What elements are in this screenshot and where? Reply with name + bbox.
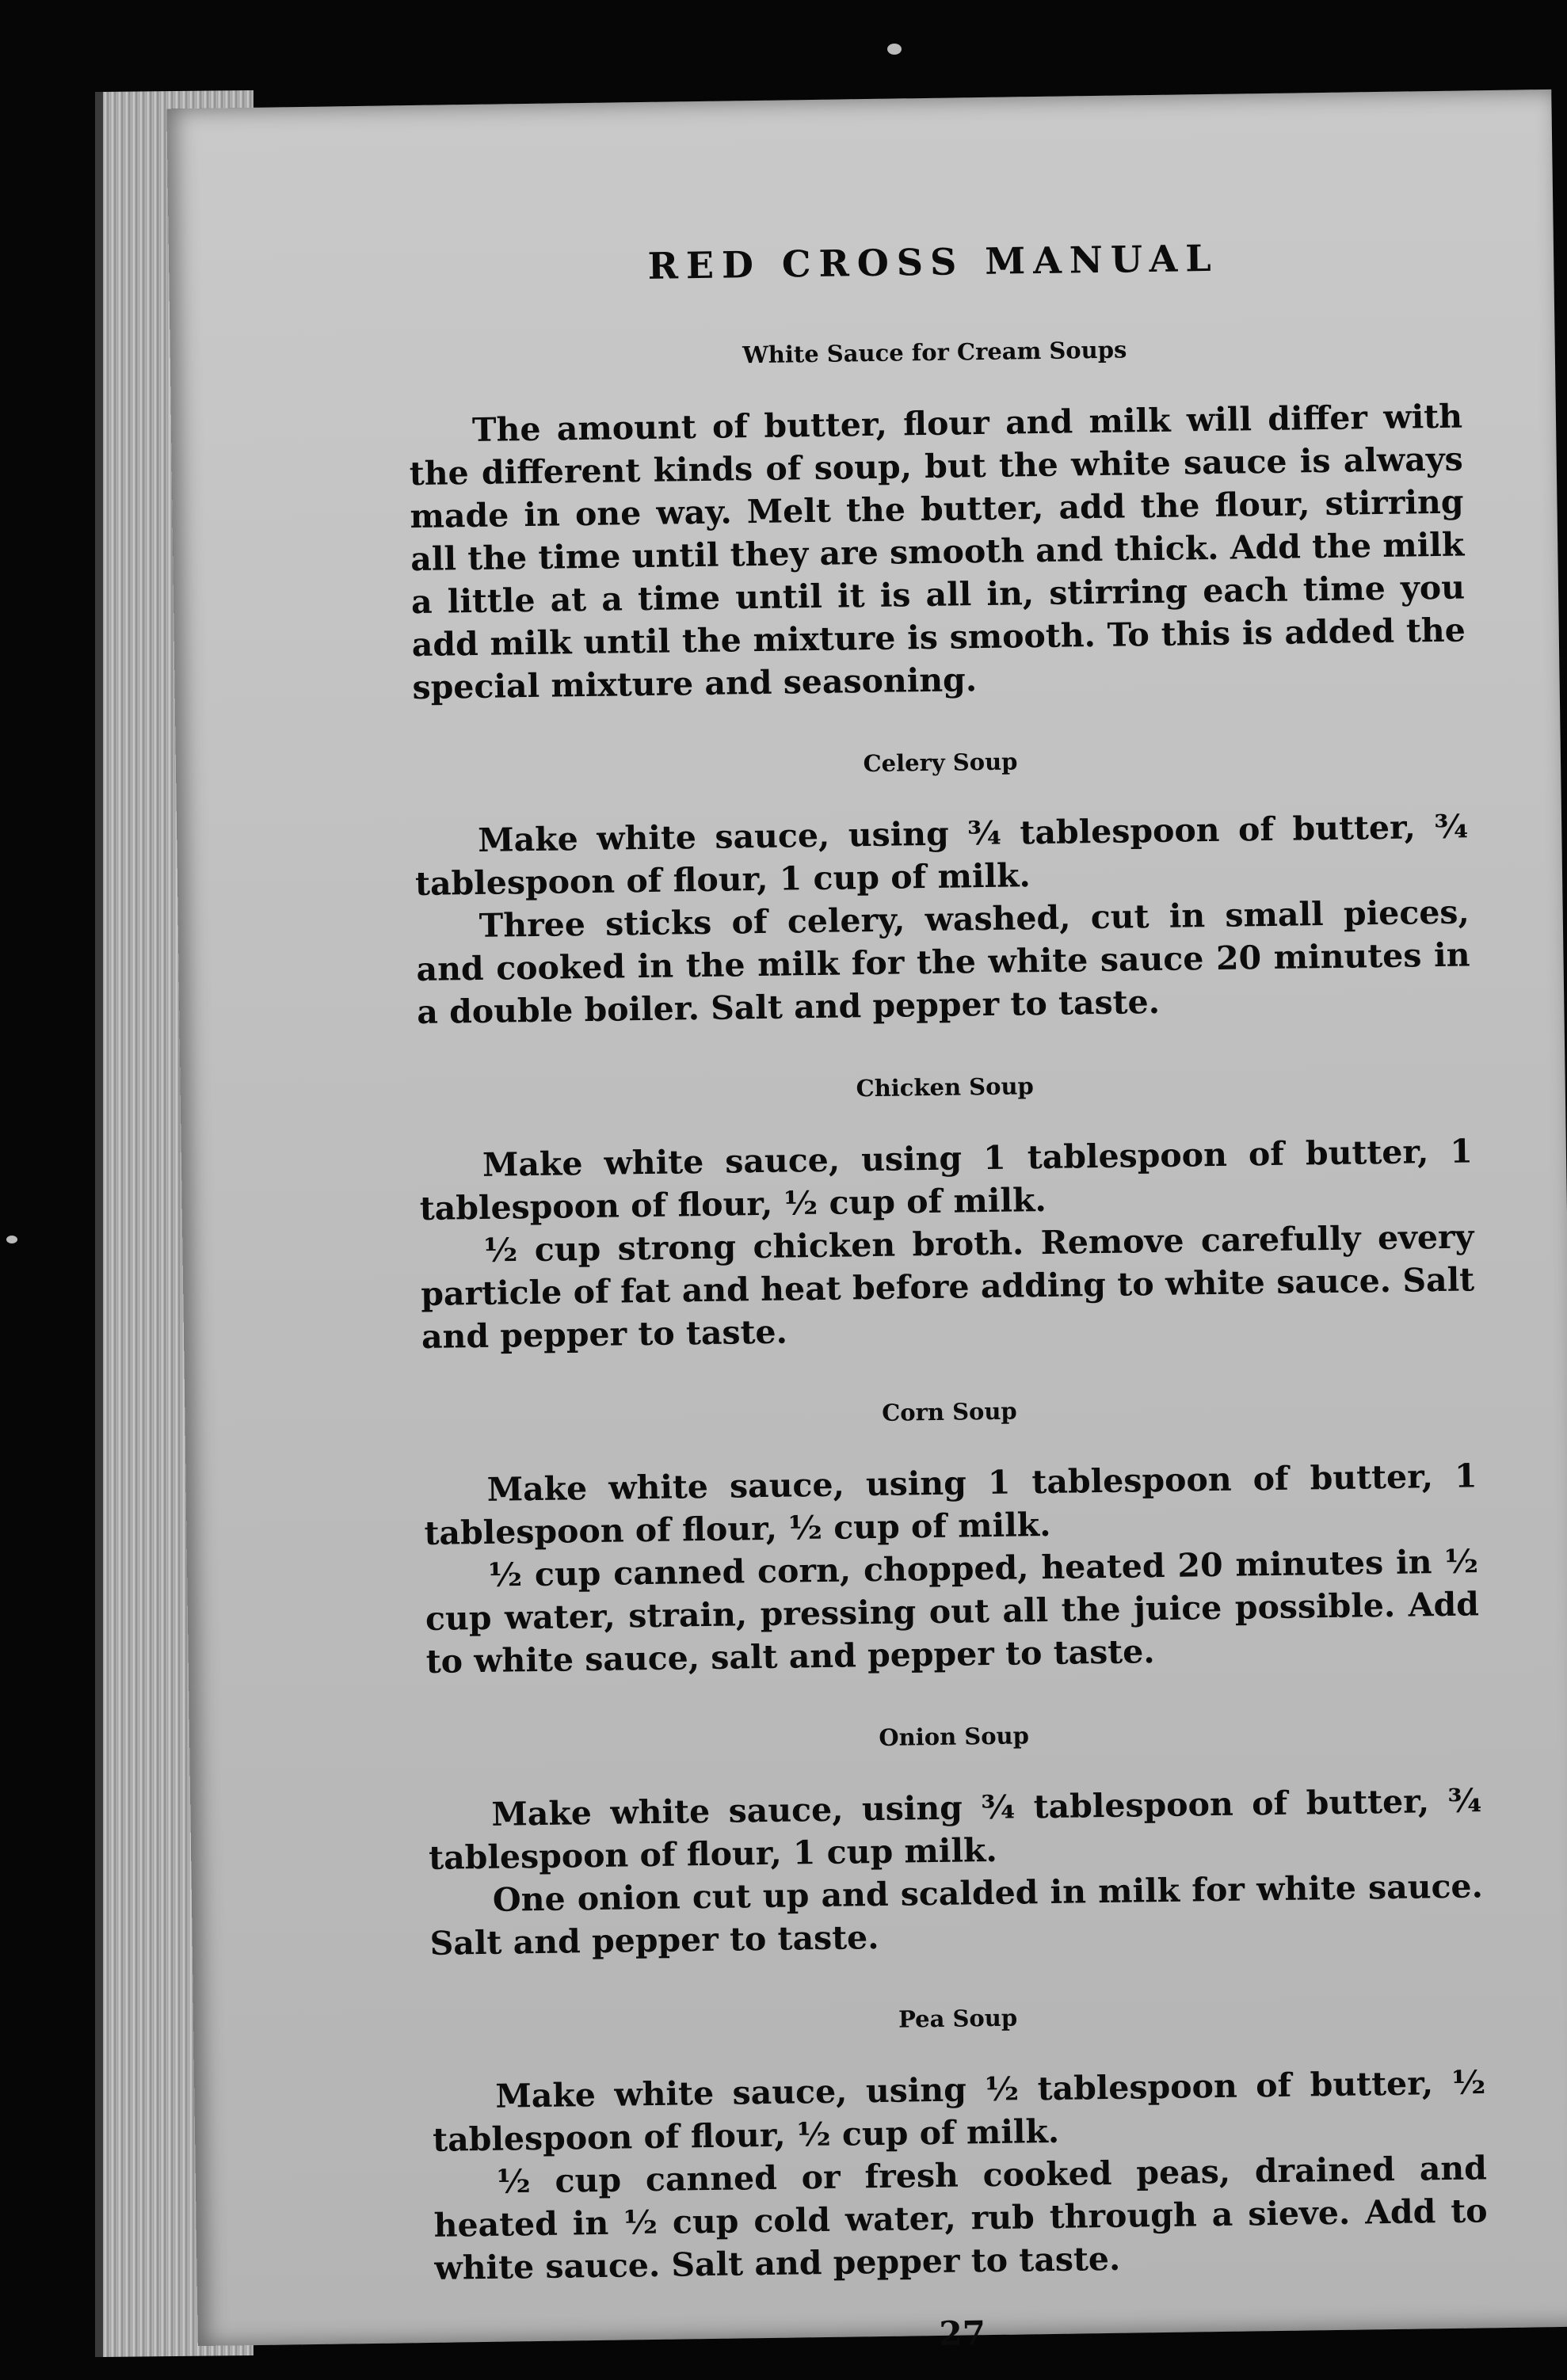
section-title: Chicken Soup <box>856 1072 1035 1102</box>
paragraph: The amount of butter, flour and milk will differ with the different kinds of soup, but the white sauce is always made in one way. Melt the butter, add the flour, stirring all the time until they are smooth and thick. Add the milk a little at a time until it is all in, stirring each time you add milk until the mixture is smooth. To this is added the special mixture and seasoning. <box>409 397 1466 707</box>
recipe-section <box>414 742 1471 1034</box>
section-title: Celery Soup <box>863 748 1018 778</box>
recipe-section <box>422 1391 1480 1683</box>
page-content <box>406 234 1489 2360</box>
recipe-section <box>431 1997 1489 2290</box>
section-title: Onion Soup <box>879 1722 1030 1751</box>
section-title: Corn Soup <box>881 1397 1017 1426</box>
paragraph: One onion cut up and scalded in milk for white sauce. Salt and pepper to taste. <box>429 1867 1484 1963</box>
paragraph: Make white sauce, using ¾ tablespoon of butter, ¾ tablespoon of flour, 1 cup milk. <box>428 1781 1482 1877</box>
dust-speck <box>887 44 902 55</box>
paragraph: ½ cup canned corn, chopped, heated 20 minutes in ½ cup water, strain, pressing out all the juice possible. Add to white sauce, salt and pepper to taste. <box>425 1542 1480 1681</box>
recipe-section <box>427 1716 1484 1965</box>
recipe-section <box>418 1066 1476 1358</box>
dust-speck <box>6 1236 17 1243</box>
book-page <box>166 89 1567 2353</box>
page-number: 27 <box>939 2313 986 2353</box>
paragraph: Three sticks of celery, washed, cut in small pieces, and cooked in the milk for the white sauce 20 minutes in a double boiler. Salt and pepper to taste. <box>416 893 1470 1032</box>
paragraph: Make white sauce, using 1 tablespoon of butter, 1 tablespoon of flour, ½ cup of milk. <box>424 1457 1477 1552</box>
section-title: Pea Soup <box>898 2004 1018 2033</box>
recipe-section <box>408 332 1466 710</box>
paragraph: Make white sauce, using ½ tablespoon of butter, ½ tablespoon of flour, ½ cup of milk. <box>432 2063 1486 2159</box>
running-head: RED CROSS MANUAL <box>647 236 1219 288</box>
paragraph: Make white sauce, using 1 tablespoon of butter, 1 tablespoon of flour, ½ cup of milk. <box>419 1132 1474 1228</box>
section-title: White Sauce for Cream Soups <box>742 336 1127 369</box>
paragraph: ½ cup strong chicken broth. Remove carefully every particle of fat and heat before adding to white sauce. Salt and pepper to taste. <box>420 1217 1475 1356</box>
paragraph: ½ cup canned or fresh cooked peas, drained and heated in ½ cup cold water, rub through a sieve. Add to white sauce. Salt and pepper to taste. <box>433 2149 1488 2287</box>
paragraph: Make white sauce, using ¾ tablespoon of butter, ¾ tablespoon of flour, 1 cup of milk. <box>414 807 1469 904</box>
